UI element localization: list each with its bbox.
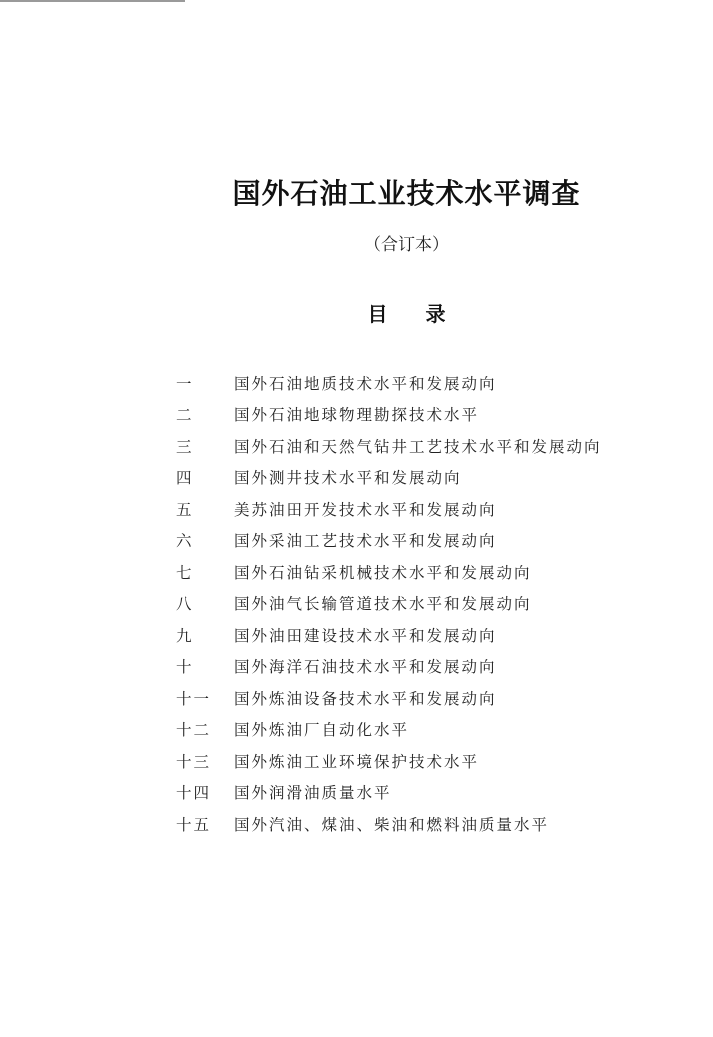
toc-heading (0, 298, 713, 327)
toc-item-label: 国外石油和天然气钻井工艺技术水平和发展动向 (234, 437, 602, 456)
toc-item-label: 国外油田建设技术水平和发展动向 (234, 626, 497, 645)
toc-item-number: 三 (176, 437, 194, 456)
toc-item-label: 国外采油工艺技术水平和发展动向 (234, 532, 497, 551)
toc-item-number: 十四 (176, 784, 212, 803)
toc-item-number: 十五 (176, 815, 212, 834)
toc-item[interactable] (176, 556, 602, 588)
table-of-contents (176, 367, 602, 840)
toc-item[interactable] (176, 525, 602, 557)
toc-item-label: 国外炼油工业环境保护技术水平 (234, 752, 480, 771)
toc-item[interactable] (176, 651, 602, 683)
toc-item-label: 国外测井技术水平和发展动向 (234, 469, 462, 488)
toc-item[interactable] (176, 619, 602, 651)
toc-item-number: 十二 (176, 721, 212, 740)
toc-item-label: 国外炼油设备技术水平和发展动向 (234, 689, 497, 708)
toc-item-label: 国外海洋石油技术水平和发展动向 (234, 658, 497, 677)
toc-item-label: 国外油气长输管道技术水平和发展动向 (234, 595, 532, 614)
book-title: 国外石油工业技术水平调查 (232, 177, 581, 210)
toc-item[interactable] (176, 493, 602, 525)
toc-item-number: 六 (176, 532, 194, 551)
toc-item-number: 八 (176, 595, 194, 614)
toc-item[interactable] (176, 682, 602, 714)
toc-item-number: 十三 (176, 752, 212, 771)
toc-item-label: 国外炼油厂自动化水平 (234, 721, 410, 740)
book-subtitle: （合订本） (364, 235, 449, 255)
toc-item[interactable] (176, 367, 602, 399)
toc-item-number: 十一 (176, 689, 212, 708)
toc-item-number: 七 (176, 563, 194, 582)
toc-item[interactable] (176, 588, 602, 620)
top-rule (0, 0, 185, 2)
toc-heading-right: 录 (425, 302, 446, 326)
toc-item-label: 国外石油钻采机械技术水平和发展动向 (234, 563, 532, 582)
toc-item[interactable] (176, 745, 602, 777)
toc-item-label: 美苏油田开发技术水平和发展动向 (234, 500, 497, 519)
toc-item-number: 十 (176, 658, 194, 677)
toc-item[interactable] (176, 808, 602, 840)
toc-item-number: 一 (176, 374, 194, 393)
toc-item[interactable] (176, 777, 602, 809)
toc-item-label: 国外石油地球物理勘探技术水平 (234, 406, 480, 425)
toc-heading-left: 目 (367, 302, 388, 326)
toc-item[interactable] (176, 462, 602, 494)
toc-item-number: 四 (176, 469, 194, 488)
toc-item-label: 国外汽油、煤油、柴油和燃料油质量水平 (234, 815, 550, 834)
toc-item-number: 五 (176, 500, 194, 519)
toc-item-label: 国外石油地质技术水平和发展动向 (234, 374, 497, 393)
toc-item[interactable] (176, 399, 602, 431)
toc-item[interactable] (176, 714, 602, 746)
toc-item-number: 九 (176, 626, 194, 645)
toc-item[interactable] (176, 430, 602, 462)
toc-item-label: 国外润滑油质量水平 (234, 784, 392, 803)
toc-item-number: 二 (176, 406, 194, 425)
